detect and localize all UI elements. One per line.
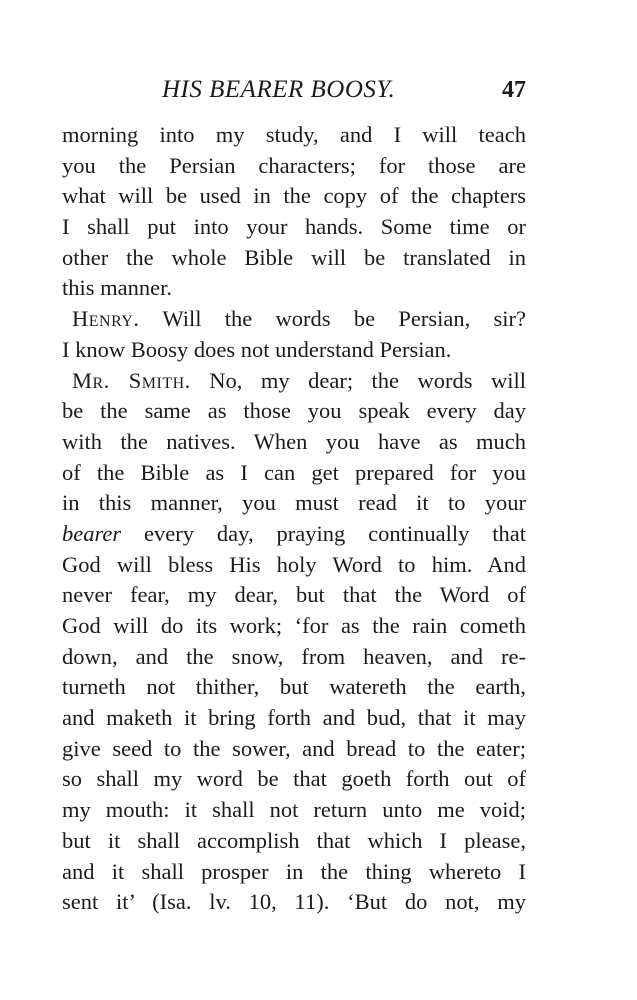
italic-word: bearer [62, 520, 122, 546]
line-text: I shall put into your hands. Some time or [62, 214, 526, 240]
text-line [62, 703, 526, 734]
line-text: sent it’ (Isa. lv. 10, 11). ‘But do not, my [62, 889, 526, 915]
line-text: of the Bible as I can get prepared for you [62, 459, 526, 485]
text-line [62, 764, 526, 795]
line-text: my mouth: it shall not return unto me void; [62, 797, 526, 823]
line-text: other the whole Bible will be translated in [62, 244, 526, 270]
line-text: God will do its work; ‘for as the rain cometh [62, 613, 526, 638]
text-line [62, 151, 526, 182]
text-line [62, 611, 526, 642]
line-text: with the natives. When you have as much [62, 428, 526, 454]
text-line [62, 887, 526, 918]
line-text: No, my dear; the words will [190, 367, 526, 393]
text-line [62, 243, 526, 274]
line-text: Will the words be Persian, sir? [139, 306, 526, 332]
line-text: be the same as those you speak every day [62, 398, 526, 424]
line-text: God will bless His holy Word to him. And [62, 551, 526, 577]
text-line [62, 396, 526, 427]
text-line [62, 672, 526, 703]
line-text: morning into my study, and I will teach [62, 122, 526, 147]
text-line [62, 795, 526, 826]
line-text: I know Boosy does not understand Persian. [62, 336, 452, 362]
line-text: never fear, my dear, but that the Word of [62, 582, 526, 608]
text-line [62, 580, 526, 611]
text-line [62, 273, 526, 304]
text-line [62, 335, 526, 366]
text-line [62, 488, 526, 519]
line-text: down, and the snow, from heaven, and re- [62, 643, 526, 669]
text-line [62, 550, 526, 581]
line-text: every day, praying continually that [121, 520, 526, 546]
text-line [62, 181, 526, 212]
page-header [62, 74, 526, 106]
line-text: in this manner, you must read it to your [62, 490, 526, 516]
text-line [62, 458, 526, 489]
line-text: what will be used in the copy of the chapters [62, 183, 526, 209]
text-line [62, 826, 526, 857]
line-text: and it shall prosper in the thing whereto I [62, 858, 526, 884]
line-text: so shall my word be that goeth forth out of [62, 766, 526, 792]
line-text: and maketh it bring forth and bud, that it may [62, 705, 526, 731]
line-text: but it shall accomplish that which I please, [62, 827, 526, 853]
text-line [62, 120, 526, 151]
text-line [62, 857, 526, 888]
text-line [62, 642, 526, 673]
line-text: you the Persian characters; for those are [62, 152, 526, 178]
speaker-name: Henry. [72, 306, 140, 332]
text-line [62, 734, 526, 765]
line-text: turneth not thither, but watereth the earth, [62, 674, 526, 700]
line-text: give seed to the sower, and bread to the eater; [62, 735, 526, 761]
text-line [62, 427, 526, 458]
text-line [62, 366, 526, 397]
body-text [62, 120, 526, 918]
running-head: HIS BEARER BOOSY. [162, 76, 396, 103]
text-line [62, 212, 526, 243]
speaker-name: Mr. Smith. [72, 367, 191, 393]
text-line [62, 304, 526, 335]
line-text: this manner. [62, 275, 172, 301]
page-number: 47 [502, 77, 526, 103]
text-line [62, 519, 526, 550]
